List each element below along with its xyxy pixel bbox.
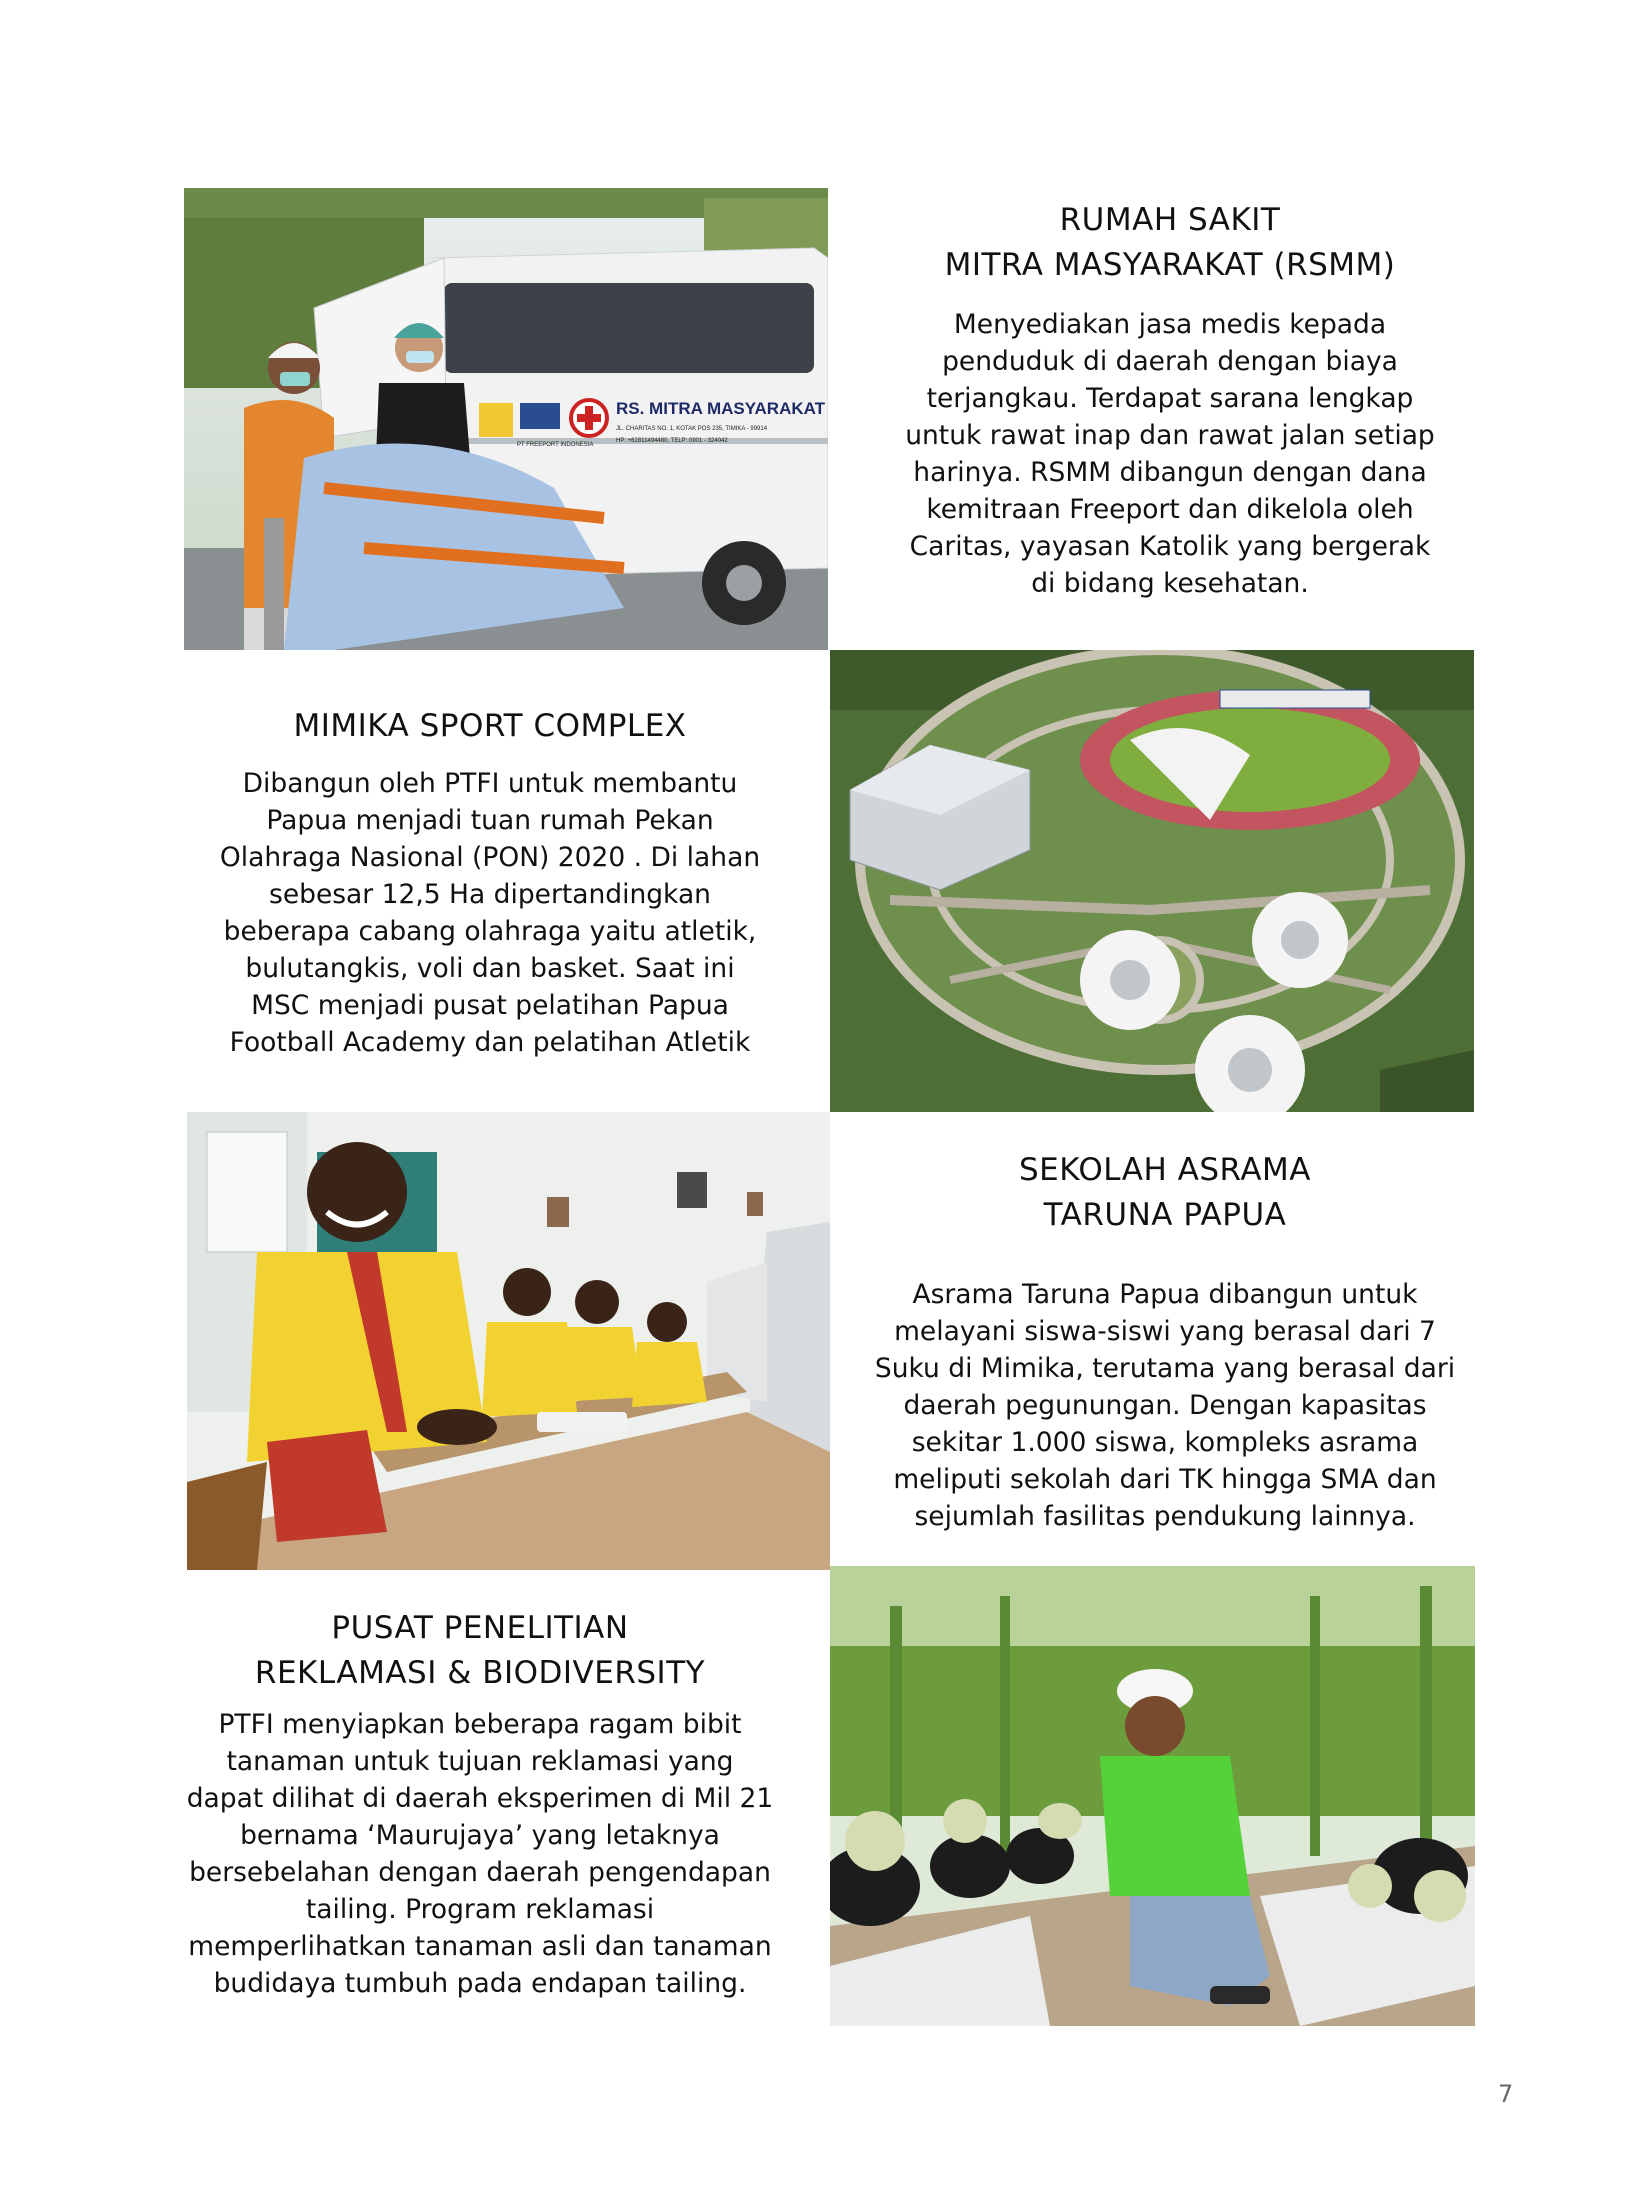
- pemda-logo-icon: [479, 403, 513, 437]
- section-body-sekolah-asrama: Asrama Taruna Papua dibangun untuk melayani siswa-siswi yang berasal dari 7 Suku di Mimika, terutama yang berasal dari daerah pegunungan. Dengan kapasitas sekitar 1.000 siswa, kompleks asrama meliputi sekolah dari TK hingga SMA dan sejumlah fasilitas pendukung lainnya.: [874, 1279, 1456, 1532]
- section-title-pusat-penelitian: PUSAT PENELITIAN REKLAMASI & BIODIVERSITY: [254, 1610, 706, 1691]
- van-phone: HP: +62811494480, TELP: 0901 - 324042: [616, 438, 728, 444]
- section-title-sekolah-asrama: SEKOLAH ASRAMA TARUNA PAPUA: [1019, 1152, 1311, 1233]
- van-sponsor-text: PT FREEPORT INDONESIA: [517, 442, 594, 448]
- photo-rsmm-ambulance: [184, 188, 828, 650]
- section-body-pusat-penelitian: PTFI menyiapkan beberapa ragam bibit tanaman untuk tujuan reklamasi yang dapat dilihat di daerah eksperimen di Mil 21 bernama ‘Maurujaya’ yang letaknya bersebelahan dengan daerah pengendapan tailing. Program reklamasi memperlihatkan tanaman asli dan tanaman budidaya tumbuh pada endapan tailing.: [186, 1709, 774, 1999]
- freeport-logo-icon: [520, 403, 560, 429]
- section-rsmm: [840, 198, 1500, 602]
- van-hospital-name: RS. MITRA MASYARAKAT: [616, 399, 826, 418]
- section-body-rsmm: Menyediakan jasa medis kepada penduduk di daerah dengan biaya terjangkau. Terdapat sarana lengkap untuk rawat inap dan rawat jalan setiap harinya. RSMM dibangun dengan dana kemitraan Freeport dan dikelola oleh Caritas, yayasan Katolik yang bergerak di bidang kesehatan.: [905, 309, 1435, 599]
- section-pusat-penelitian: [150, 1606, 810, 2002]
- section-title-rsmm: RUMAH SAKIT MITRA MASYARAKAT (RSMM): [944, 202, 1396, 283]
- section-body-mimika-sport-complex: Dibangun oleh PTFI untuk membantu Papua menjadi tuan rumah Pekan Olahraga Nasional (PON) 2020 . Di lahan sebesar 12,5 Ha dipertandingkan beberapa cabang olahraga yaitu atletik, bulutangkis, voli dan basket. Saat ini MSC menjadi pusat pelatihan Papua Football Academy dan pelatihan Atletik: [219, 768, 761, 1058]
- section-title-mimika-sport-complex: MIMIKA SPORT COMPLEX: [293, 708, 687, 744]
- section-sekolah-asrama: [835, 1148, 1495, 1535]
- photo-pusat-penelitian-greenhouse: [830, 1566, 1475, 2026]
- section-mimika-sport-complex: [175, 704, 805, 1061]
- photo-sekolah-asrama-students: [187, 1112, 830, 1570]
- van-address: JL. CHARITAS NO. 1, KOTAK POS 235, TIMIKA - 99914: [616, 426, 768, 432]
- page-number: 7: [1498, 2080, 1514, 2108]
- photo-mimika-sport-complex: [830, 650, 1474, 1112]
